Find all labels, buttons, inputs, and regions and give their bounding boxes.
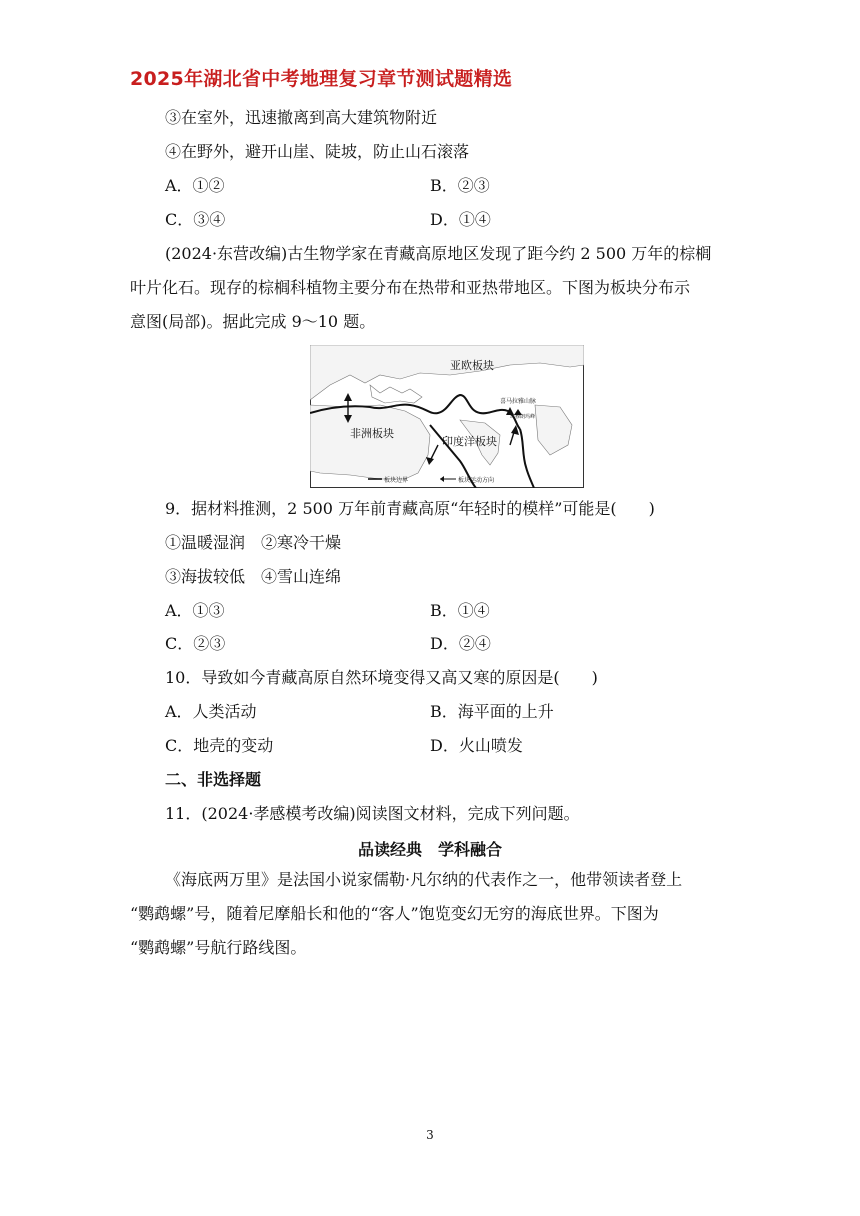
- q11-paragraph-3: “鹦鹉螺”号航行路线图。: [130, 938, 307, 957]
- q10-choice-b: B．海平面的上升: [430, 702, 554, 721]
- q10-stem: 10．导致如今青藏高原自然环境变得又高又寒的原因是( ): [165, 668, 598, 687]
- legend-motion-label: 板块运动方向: [458, 477, 495, 484]
- q9-choice-c: C．②③: [165, 634, 226, 653]
- q9-choice-d: D．②④: [430, 634, 491, 653]
- section-heading: 二、非选择题: [165, 770, 262, 789]
- page-number: 3: [426, 1128, 434, 1142]
- q11-subtitle: 品读经典 学科融合: [357, 840, 502, 859]
- q10-choice-d: D．火山喷发: [430, 736, 523, 755]
- label-indian-ocean-plate: 印度洋板块: [442, 435, 497, 448]
- material-line-3: 意图(局部)。据此完成 9～10 题。: [130, 312, 376, 331]
- q11-paragraph-1: 《海底两万里》是法国小说家儒勒·凡尔纳的代表作之一，他带领读者登上: [165, 870, 683, 889]
- q8-choice-a: A．①②: [165, 176, 225, 195]
- material-line-2: 叶片化石。现存的棕榈科植物主要分布在热带和亚热带地区。下图为板块分布示: [130, 278, 691, 297]
- q10-choice-c: C．地壳的变动: [165, 736, 274, 755]
- label-african-plate: 非洲板块: [350, 427, 394, 440]
- q8-choice-d: D．①④: [430, 210, 491, 229]
- material-line-1: (2024·东营改编)古生物学家在青藏高原地区发现了距今约 2 500 万年的棕榈: [165, 244, 712, 263]
- q8-choice-c: C．③④: [165, 210, 226, 229]
- q9-stem: 9．据材料推测，2 500 万年前青藏高原“年轻时的模样”可能是( ): [165, 499, 655, 518]
- q9-choice-b: B．①④: [430, 601, 490, 620]
- q8-option-3: ③在室外，迅速撤离到高大建筑物附近: [165, 108, 438, 127]
- q9-choice-a: A．①③: [165, 601, 225, 620]
- q8-option-4: ④在野外，避开山崖、陡坡，防止山石滚落: [165, 142, 470, 161]
- q11-stem: 11．(2024·孝感模考改编)阅读图文材料，完成下列问题。: [165, 804, 580, 823]
- label-himalaya: 喜马拉雅山脉: [500, 398, 537, 405]
- q9-items-1: ①温暖湿润 ②寒冷干燥: [165, 533, 342, 552]
- label-eurasian-plate: 亚欧板块: [450, 359, 494, 372]
- legend-boundary-label: 板块边界: [384, 477, 409, 484]
- plate-map: [310, 345, 584, 488]
- q10-choice-a: A．人类活动: [165, 702, 257, 721]
- document-header: 2025年湖北省中考地理复习章节测试题精选: [130, 68, 513, 90]
- q11-paragraph-2: “鹦鹉螺”号，随着尼摩船长和他的“客人”饱览变幻无穷的海底世界。下图为: [130, 904, 659, 923]
- q9-items-2: ③海拔较低 ④雪山连绵: [165, 567, 342, 586]
- q8-choice-b: B．②③: [430, 176, 490, 195]
- label-everest: 珠穆朗玛峰: [510, 414, 536, 420]
